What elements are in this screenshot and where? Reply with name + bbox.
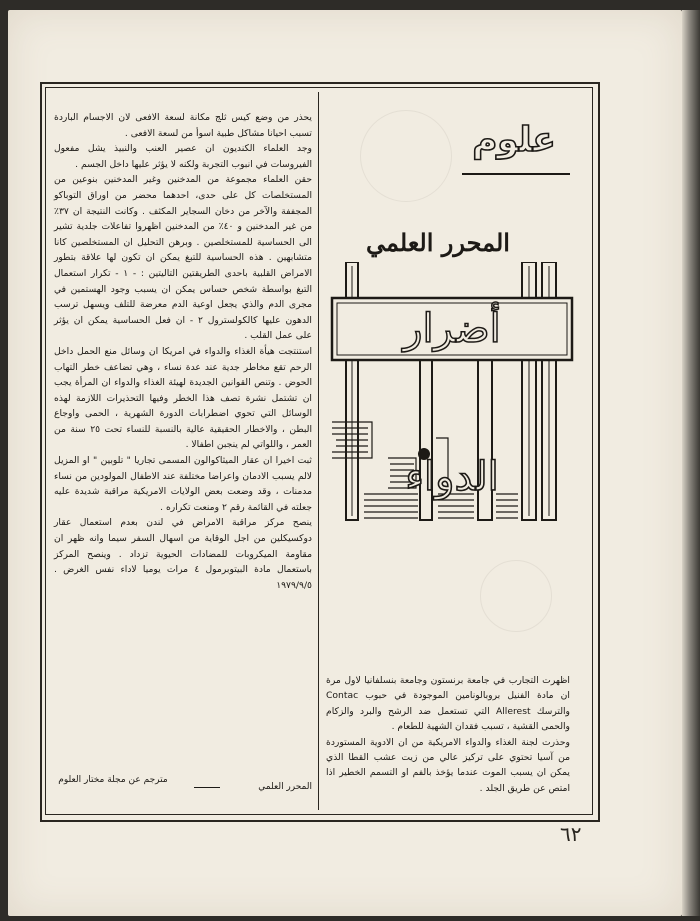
section-title-underline (462, 173, 570, 175)
headline-word-bottom: الدواء (405, 454, 499, 500)
left-article-column (54, 110, 312, 593)
paragraph: وجد العلماء الكنديون ان عصير العنب والنبيذ يشل مفعول الفيروسات في انبوب التجربة ولكنه لا يؤثر عليها داخل الجسم . (54, 143, 312, 170)
section-title: علوم (472, 120, 556, 160)
signature-dash (194, 787, 220, 788)
paragraph: يحذر من وضع كيس ثلج مكانة لسعة الافعى لان الاجسام الباردة تسبب احيانا مشاكل طبية اسوأ من لسعة الافعى . (54, 112, 312, 139)
headline-word-top: أضرار (403, 306, 501, 352)
author-tag: المحرر العلمي (366, 228, 510, 257)
column-divider (318, 92, 319, 810)
translation-note: مترجم عن مجلة مختار العلوم (58, 775, 168, 785)
right-article-column (326, 673, 570, 796)
signature-block (54, 774, 312, 804)
page-number: ٦٢ (560, 822, 582, 846)
page-edge (682, 10, 700, 916)
signature-author: المحرر العلمي (258, 782, 312, 792)
paragraph: استنتجت هيأة الغذاء والدواء في امريكا ان وسائل منع الحمل داخل الرحم تقع مخاطر جدية عند عدة نساء ، وهي تضاعف خطر التهاب الحوض . وتنص القوانين الجديدة لهيئة الغذاء والدواء ان المرأة يجب ان تشتمل نشرة تصف هذا الخطر وفيها التحذيرات اللازمة لهذه الوسائل التي تحوي اضطرابات الدورة الشهرية ، الحمى واوجاع البطن ، والاخطار الحقيقية عالية بالنسبة للنساء تحت ٢٥ سنة من العمر ، واللواتي لم ينجبن اطفالا . (54, 345, 312, 451)
paragraph: وحذرت لجنة الغذاء والدواء الامريكية من ان الادوية المستوردة من آسيا تحتوي على تركيز عالي من زيت عشب القطا الذي يمكن ان يسبب الموت عندما يؤخذ بالفم او التسمم الخطير اذا امتص عن طريق الجلد . (326, 736, 570, 794)
paragraph: ثبت اخيرا ان عقار الميثاكوالون المسمى تجاريا " تلوبين " او المزيل لالم يسبب الادمان واعراضا مختلفة عند الاطفال المولودين من نساء مدمنات ، وقد وضعت بعض الولايات الامريكية مراقبة شديدة عليه جعلته في القائمة رقم ٢ ومنعت تكراره . (54, 455, 312, 513)
paragraph: ينصح مركز مراقبة الامراض في لندن بعدم استعمال عقار دوكسيكلين من اجل الوقاية من اسهال السفر سيما وانه ظهر ان مقاومة الميكروبات للمضادات الحيوية تزداد . وينصح المركز باستعمال مادة البيتوبرمول ٤ مرات يوميا لاداء نفس الغرض . ١٩٧٩/٩/٥ (54, 517, 312, 591)
paragraph: حقن العلماء مجموعة من المدخنين وغير المدخنين بنوعين من المستخلصات كل على حدى، احدهما محضر من اوراق التوباكو المجففة والآخر من دخان السجاير المكثف . وكانت النتيجة ان ٣٧٪ من غير المدخنين و ٤٠٪ من المدخنين اظهروا تفاعلات جلدية تشير الى الحساسية للمستخلصين . وبرهن التحليل ان المستخلصين كانا متشابهين . هذه الحساسية للتبغ يمكن ان تكون لها علاقة بتطور الامراض القلبية باحدى الطريقتين التاليتين : - ١ - تكرار استعمال التبغ بواسطة شخص حساس يمكن ان يسبب وجود الهستمين في مجرى الدم والذي يجعل اوعية الدم معرضة للتلف ويسهل ترسب الدهون عليها كالكولسترول ٢ - ان فعل الحساسية يمكن ان يؤثر على عمل القلب . (54, 174, 312, 342)
paragraph: اظهرت التجارب في جامعة برنستون وجامعة بنسلفانيا لاول مرة ان مادة الفنيل بروبالونامين الموجودة في حبوب Contac والترسك Allerest التي تستعمل ضد الرشح والبرد والزكام والحمى القشية ، تسبب فقدان الشهية للطعام . (326, 675, 570, 733)
